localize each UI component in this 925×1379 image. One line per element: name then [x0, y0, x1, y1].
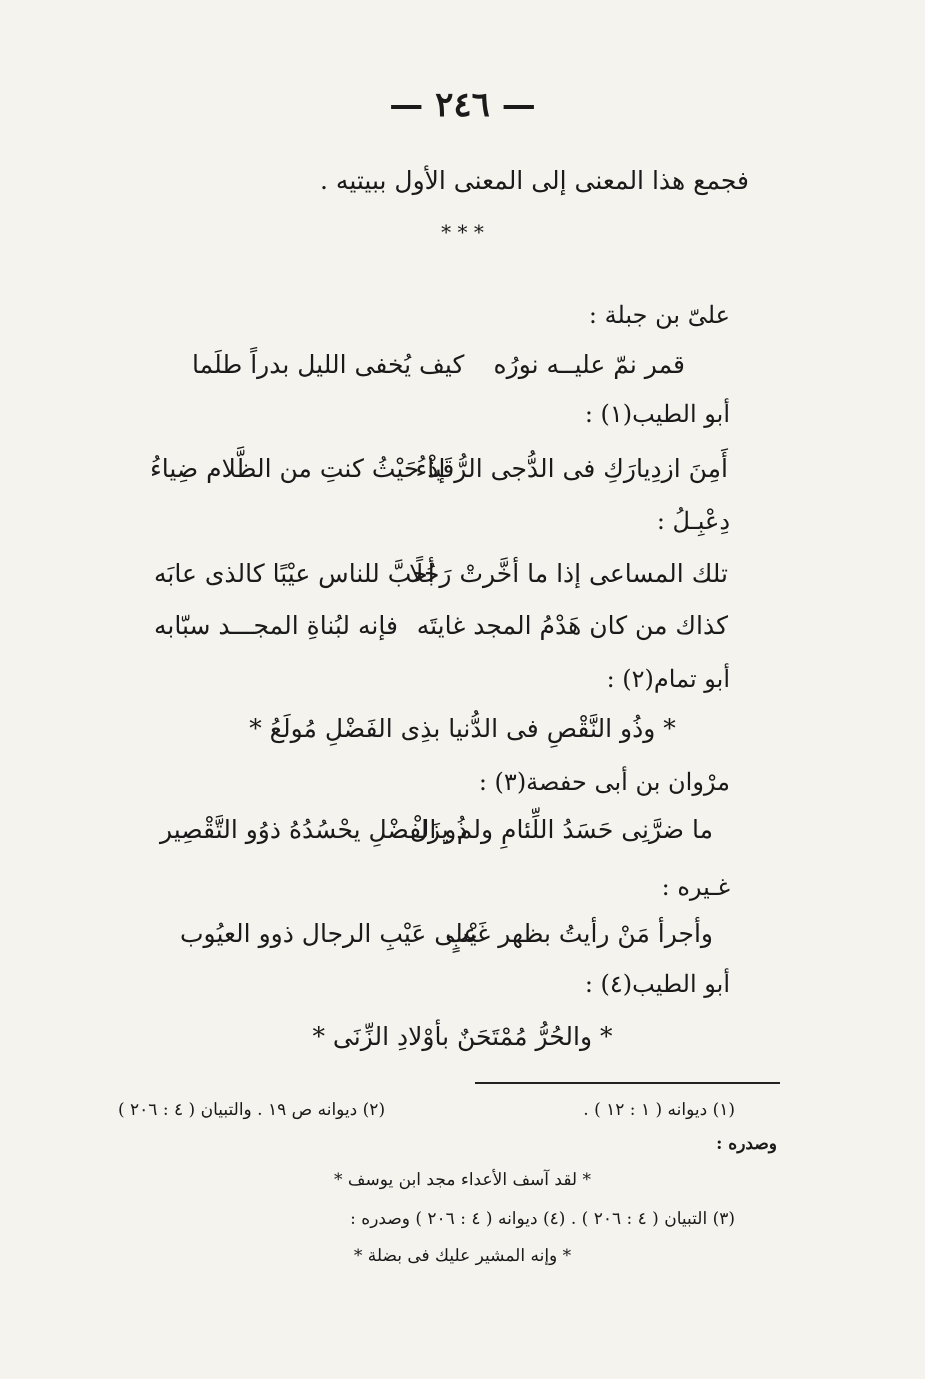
poet-name: أبو الطيب(١) :: [584, 400, 730, 428]
page-number: — ٢٤٦ —: [389, 85, 536, 125]
footnote-2: (٢) ديوانه ص ١٩ . والتبيان ( ٤ : ٢٠٦ ): [118, 1100, 386, 1120]
poet-name: غـيره :: [661, 873, 730, 901]
verse-first-hemistich: تلك المساعى إذا ما أخَّرتْ رَجُلًا: [409, 559, 728, 588]
single-hemistich: * وذُو النَّقْصِ فى الدُّنيا بذِى الفَضْلِ مُولَعُ *: [249, 714, 676, 743]
verse-first-hemistich: ما ضرَّنِى حَسَدُ اللِّئامِ ولم يزَلْ: [409, 815, 713, 844]
footnote-label: وصدره :: [716, 1134, 777, 1154]
footnote-3-4: (٣) التبيان ( ٤ : ٢٠٦ ) . (٤) ديوانه ( ٤ : ٢٠٦ ) وصدره :: [350, 1209, 735, 1229]
verse-first-hemistich: قمر نمّ عليــه نورُه: [493, 350, 685, 379]
poet-name: أبو تمام(٢) :: [606, 665, 730, 693]
section-separator: * * *: [441, 220, 484, 244]
verse-second-hemistich: على عَيْبِ الرجال ذوو العيُوب: [180, 919, 479, 948]
verse-second-hemistich: فإنه لبُناةِ المجـــد سبّابه: [154, 611, 398, 640]
verse-first-hemistich: وأجرأ مَنْ رأيتُ بظهر غَيْبٍ: [445, 919, 713, 948]
verse-second-hemistich: ذُو الفضْلِ يحْسُدُهُ ذوُو التَّقْصِير: [160, 815, 468, 844]
verse-first-hemistich: كذاك من كان هَدْمُ المجد غايتَه: [416, 611, 728, 640]
verse-second-hemistich: إذْ حَيْثُ كنتِ من الظَّلام ضِياءُ: [150, 454, 446, 483]
poet-name: دِعْبِـلُ :: [656, 507, 730, 535]
footnote-separator-rule: [475, 1082, 780, 1084]
verse-second-hemistich: أحبَّ للناس عيْبًا كالذى عابَه: [154, 559, 435, 588]
poet-name: مرْوان بن أبى حفصة(٣) :: [478, 768, 730, 796]
single-hemistich: * والحُرُّ مُمْتَحَنٌ بأوْلادِ الزِّنَى *: [312, 1022, 613, 1051]
footnote-verse: * لقد آسف الأعداء مجد ابن يوسف *: [333, 1170, 592, 1190]
verse-first-hemistich: أَمِنَ ازدِيارَكِ فى الدُّجى الرُّقَباءُ: [415, 454, 728, 483]
poet-name: أبو الطيب(٤) :: [584, 970, 730, 998]
poet-name: علىّ بن جبلة :: [588, 301, 730, 329]
intro-line: فجمع هذا المعنى إلى المعنى الأول ببيتيه .: [320, 166, 749, 195]
footnote-1: (١) ديوانه ( ١ : ١٢ ) .: [583, 1100, 735, 1120]
verse-second-hemistich: كيف يُخفى الليل بدراً طلَما: [192, 350, 465, 379]
footnote-verse: * وإنه المشير عليك فى بضلة *: [353, 1246, 572, 1266]
